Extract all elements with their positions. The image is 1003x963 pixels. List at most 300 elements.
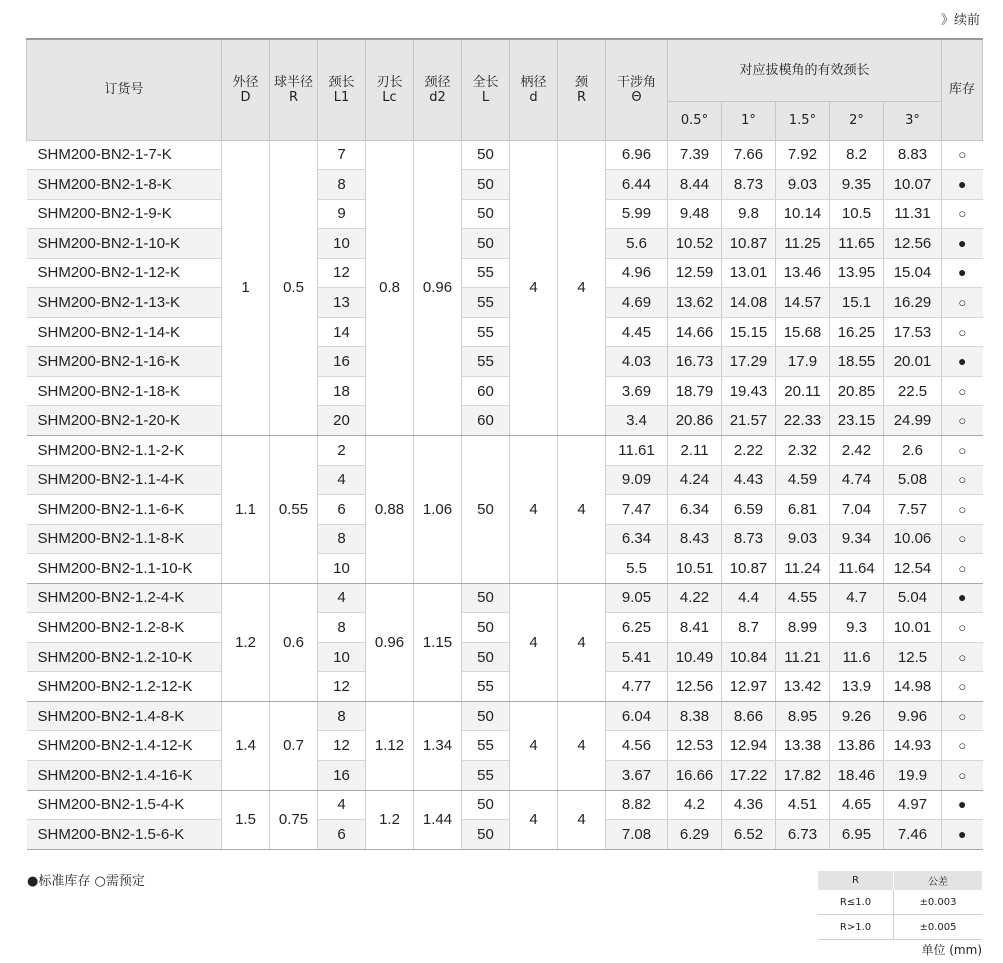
effective-length-cell: 20.01	[884, 347, 942, 377]
effective-length-cell: 6.73	[776, 820, 830, 850]
order-code-cell: SHM200-BN2-1-18-K	[27, 376, 222, 406]
header-blade-length: 刃长 Lc	[366, 39, 414, 140]
stock-cell	[942, 170, 983, 200]
effective-length-cell: 18.55	[830, 347, 884, 377]
stock-empty-icon: ○	[958, 767, 967, 783]
ball-radius-cell: 0.55	[270, 435, 318, 583]
interference-angle-cell: 9.09	[606, 465, 668, 495]
order-code-cell: SHM200-BN2-1.1-4-K	[27, 465, 222, 495]
header-code: 订货号	[27, 39, 222, 140]
effective-length-cell: 15.04	[884, 258, 942, 288]
effective-length-cell: 8.99	[776, 613, 830, 643]
legend-empty-label: 需预定	[105, 874, 145, 889]
effective-length-cell: 13.01	[722, 258, 776, 288]
effective-length-cell: 4.2	[668, 790, 722, 820]
stock-cell	[942, 288, 983, 318]
effective-length-cell: 11.65	[830, 229, 884, 259]
overall-length-cell: 50	[462, 583, 510, 613]
interference-angle-cell: 4.56	[606, 731, 668, 761]
effective-length-cell: 13.9	[830, 672, 884, 702]
header-angle: 1.5°	[776, 101, 830, 140]
stock-empty-icon: ○	[958, 531, 967, 547]
effective-length-cell: 4.59	[776, 465, 830, 495]
neck-r-cell: 4	[558, 435, 606, 583]
tolerance-header-r: R	[818, 871, 894, 890]
effective-length-cell: 14.08	[722, 288, 776, 318]
neck-length-cell: 16	[318, 760, 366, 790]
effective-length-cell: 17.9	[776, 347, 830, 377]
stock-empty-icon: ○	[958, 206, 967, 222]
order-code-cell: SHM200-BN2-1-14-K	[27, 317, 222, 347]
effective-length-cell: 4.22	[668, 583, 722, 613]
order-code-cell: SHM200-BN2-1.4-12-K	[27, 731, 222, 761]
order-code-cell: SHM200-BN2-1-8-K	[27, 170, 222, 200]
neck-length-cell: 14	[318, 317, 366, 347]
stock-cell	[942, 554, 983, 584]
effective-length-cell: 22.33	[776, 406, 830, 436]
neck-diameter-cell: 0.96	[414, 140, 462, 435]
order-code-cell: SHM200-BN2-1.5-4-K	[27, 790, 222, 820]
effective-length-cell: 4.4	[722, 583, 776, 613]
table-row	[27, 140, 983, 170]
effective-length-cell: 10.84	[722, 642, 776, 672]
neck-diameter-cell: 1.06	[414, 435, 462, 583]
blade-length-cell: 0.8	[366, 140, 414, 435]
interference-angle-cell: 4.45	[606, 317, 668, 347]
effective-length-cell: 6.34	[668, 495, 722, 525]
effective-length-cell: 4.97	[884, 790, 942, 820]
stock-cell	[942, 760, 983, 790]
effective-length-cell: 19.43	[722, 376, 776, 406]
stock-cell	[942, 820, 983, 850]
effective-length-cell: 2.42	[830, 435, 884, 465]
effective-length-cell: 18.46	[830, 760, 884, 790]
header-effective-length: 对应拔模角的有效颈长	[668, 39, 942, 101]
interference-angle-cell: 6.34	[606, 524, 668, 554]
interference-angle-cell: 4.77	[606, 672, 668, 702]
effective-length-cell: 11.24	[776, 554, 830, 584]
table-row	[27, 347, 983, 377]
effective-length-cell: 11.64	[830, 554, 884, 584]
header-ball-radius: 球半径 R	[270, 39, 318, 140]
header-angle: 3°	[884, 101, 942, 140]
neck-length-cell: 9	[318, 199, 366, 229]
effective-length-cell: 2.11	[668, 435, 722, 465]
effective-length-cell: 10.5	[830, 199, 884, 229]
stock-cell	[942, 701, 983, 731]
effective-length-cell: 17.53	[884, 317, 942, 347]
overall-length-cell: 55	[462, 731, 510, 761]
stock-empty-icon: ○	[958, 560, 967, 576]
neck-length-cell: 4	[318, 465, 366, 495]
shank-diameter-cell: 4	[510, 435, 558, 583]
order-code-cell: SHM200-BN2-1-10-K	[27, 229, 222, 259]
overall-length-cell: 50	[462, 170, 510, 200]
effective-length-cell: 7.57	[884, 495, 942, 525]
header-interference-angle: 干涉角 Θ	[606, 39, 668, 140]
blade-length-cell: 1.2	[366, 790, 414, 849]
effective-length-cell: 10.06	[884, 524, 942, 554]
stock-filled-icon: ●	[958, 825, 967, 842]
effective-length-cell: 10.01	[884, 613, 942, 643]
effective-length-cell: 9.96	[884, 701, 942, 731]
effective-length-cell: 11.21	[776, 642, 830, 672]
ball-radius-cell: 0.6	[270, 583, 318, 701]
stock-empty-icon: ○	[958, 679, 967, 695]
table-row	[27, 760, 983, 790]
overall-length-cell: 50	[462, 820, 510, 850]
effective-length-cell: 10.87	[722, 229, 776, 259]
order-code-cell: SHM200-BN2-1.4-16-K	[27, 760, 222, 790]
effective-length-cell: 10.52	[668, 229, 722, 259]
outer-diameter-cell: 1.1	[222, 435, 270, 583]
effective-length-cell: 6.29	[668, 820, 722, 850]
effective-length-cell: 10.51	[668, 554, 722, 584]
stock-cell	[942, 435, 983, 465]
stock-cell	[942, 642, 983, 672]
interference-angle-cell: 5.99	[606, 199, 668, 229]
table-row	[27, 170, 983, 200]
neck-length-cell: 4	[318, 790, 366, 820]
tolerance-range: R≤1.0	[818, 890, 894, 915]
effective-length-cell: 20.86	[668, 406, 722, 436]
overall-length-cell: 50	[462, 642, 510, 672]
table-row	[27, 229, 983, 259]
stock-empty-icon: ○	[958, 501, 967, 517]
neck-length-cell: 10	[318, 554, 366, 584]
effective-length-cell: 9.34	[830, 524, 884, 554]
interference-angle-cell: 3.4	[606, 406, 668, 436]
effective-length-cell: 4.43	[722, 465, 776, 495]
effective-length-cell: 4.24	[668, 465, 722, 495]
table-row	[27, 731, 983, 761]
effective-length-cell: 4.55	[776, 583, 830, 613]
header-angle: 2°	[830, 101, 884, 140]
stock-empty-icon: ○	[94, 874, 106, 889]
effective-length-cell: 8.43	[668, 524, 722, 554]
effective-length-cell: 6.81	[776, 495, 830, 525]
table-row	[27, 701, 983, 731]
neck-diameter-cell: 1.34	[414, 701, 462, 790]
effective-length-cell: 14.93	[884, 731, 942, 761]
neck-length-cell: 12	[318, 258, 366, 288]
table-row	[27, 199, 983, 229]
neck-diameter-cell: 1.15	[414, 583, 462, 701]
interference-angle-cell: 7.08	[606, 820, 668, 850]
tolerance-header-tol: 公差	[894, 871, 982, 890]
neck-length-cell: 20	[318, 406, 366, 436]
tolerance-range: R>1.0	[818, 915, 894, 940]
effective-length-cell: 12.56	[668, 672, 722, 702]
stock-empty-icon: ○	[958, 738, 967, 754]
stock-empty-icon: ○	[958, 324, 967, 340]
neck-length-cell: 8	[318, 170, 366, 200]
stock-cell	[942, 140, 983, 170]
effective-length-cell: 4.36	[722, 790, 776, 820]
effective-length-cell: 5.08	[884, 465, 942, 495]
overall-length-cell: 50	[462, 199, 510, 229]
effective-length-cell: 2.32	[776, 435, 830, 465]
table-row	[27, 435, 983, 465]
effective-length-cell: 21.57	[722, 406, 776, 436]
table-row	[27, 672, 983, 702]
table-row	[27, 642, 983, 672]
effective-length-cell: 12.56	[884, 229, 942, 259]
stock-cell	[942, 317, 983, 347]
overall-length-cell: 55	[462, 317, 510, 347]
interference-angle-cell: 9.05	[606, 583, 668, 613]
effective-length-cell: 12.53	[668, 731, 722, 761]
effective-length-cell: 8.44	[668, 170, 722, 200]
interference-angle-cell: 4.69	[606, 288, 668, 318]
effective-length-cell: 18.79	[668, 376, 722, 406]
effective-length-cell: 16.25	[830, 317, 884, 347]
spec-table	[26, 38, 983, 850]
neck-length-cell: 2	[318, 435, 366, 465]
effective-length-cell: 8.7	[722, 613, 776, 643]
overall-length-cell: 55	[462, 258, 510, 288]
effective-length-cell: 9.48	[668, 199, 722, 229]
header-shank-diameter: 柄径 d	[510, 39, 558, 140]
order-code-cell: SHM200-BN2-1.1-10-K	[27, 554, 222, 584]
shank-diameter-cell: 4	[510, 790, 558, 849]
stock-empty-icon: ○	[958, 708, 967, 724]
legend	[27, 870, 145, 889]
neck-length-cell: 10	[318, 229, 366, 259]
order-code-cell: SHM200-BN2-1-20-K	[27, 406, 222, 436]
interference-angle-cell: 6.96	[606, 140, 668, 170]
order-code-cell: SHM200-BN2-1-7-K	[27, 140, 222, 170]
effective-length-cell: 8.66	[722, 701, 776, 731]
effective-length-cell: 23.15	[830, 406, 884, 436]
tolerance-value: ±0.003	[894, 890, 982, 915]
overall-length-cell: 50	[462, 140, 510, 170]
neck-r-cell: 4	[558, 140, 606, 435]
effective-length-cell: 14.98	[884, 672, 942, 702]
stock-empty-icon: ○	[958, 649, 967, 665]
neck-length-cell: 4	[318, 583, 366, 613]
interference-angle-cell: 4.96	[606, 258, 668, 288]
effective-length-cell: 8.83	[884, 140, 942, 170]
stock-cell	[942, 672, 983, 702]
interference-angle-cell: 6.04	[606, 701, 668, 731]
header-angle: 0.5°	[668, 101, 722, 140]
effective-length-cell: 7.39	[668, 140, 722, 170]
overall-length-cell: 60	[462, 406, 510, 436]
effective-length-cell: 12.59	[668, 258, 722, 288]
order-code-cell: SHM200-BN2-1-12-K	[27, 258, 222, 288]
order-code-cell: SHM200-BN2-1.1-2-K	[27, 435, 222, 465]
ball-radius-cell: 0.5	[270, 140, 318, 435]
order-code-cell: SHM200-BN2-1-16-K	[27, 347, 222, 377]
effective-length-cell: 19.9	[884, 760, 942, 790]
overall-length-cell: 50	[462, 701, 510, 731]
table-row	[27, 376, 983, 406]
stock-filled-icon: ●	[958, 264, 967, 281]
stock-cell	[942, 583, 983, 613]
effective-length-cell: 9.3	[830, 613, 884, 643]
effective-length-cell: 2.22	[722, 435, 776, 465]
stock-filled-icon: ●	[958, 589, 967, 606]
effective-length-cell: 8.2	[830, 140, 884, 170]
outer-diameter-cell: 1	[222, 140, 270, 435]
header-neck-r: 颈 R	[558, 39, 606, 140]
overall-length-cell: 50	[462, 790, 510, 820]
effective-length-cell: 14.57	[776, 288, 830, 318]
unit-label: 单位 (mm)	[921, 943, 982, 957]
legend-filled-label: 标准库存	[38, 874, 91, 889]
neck-length-cell: 8	[318, 613, 366, 643]
order-code-cell: SHM200-BN2-1.1-6-K	[27, 495, 222, 525]
header-angle: 1°	[722, 101, 776, 140]
effective-length-cell: 8.73	[722, 170, 776, 200]
effective-length-cell: 16.29	[884, 288, 942, 318]
stock-empty-icon: ○	[958, 472, 967, 488]
interference-angle-cell: 3.67	[606, 760, 668, 790]
overall-length-cell: 60	[462, 376, 510, 406]
effective-length-cell: 4.74	[830, 465, 884, 495]
neck-diameter-cell: 1.44	[414, 790, 462, 849]
stock-empty-icon: ○	[958, 413, 967, 429]
overall-length-cell: 50	[462, 435, 510, 583]
effective-length-cell: 12.97	[722, 672, 776, 702]
tolerance-table	[818, 871, 982, 940]
table-row	[27, 288, 983, 318]
stock-filled-icon: ●	[958, 796, 967, 813]
effective-length-cell: 15.1	[830, 288, 884, 318]
table-row	[27, 258, 983, 288]
effective-length-cell: 12.54	[884, 554, 942, 584]
effective-length-cell: 11.25	[776, 229, 830, 259]
effective-length-cell: 7.66	[722, 140, 776, 170]
effective-length-cell: 17.22	[722, 760, 776, 790]
neck-length-cell: 16	[318, 347, 366, 377]
stock-empty-icon: ○	[958, 620, 967, 636]
neck-length-cell: 13	[318, 288, 366, 318]
shank-diameter-cell: 4	[510, 701, 558, 790]
stock-cell	[942, 524, 983, 554]
effective-length-cell: 13.38	[776, 731, 830, 761]
effective-length-cell: 16.66	[668, 760, 722, 790]
interference-angle-cell: 4.03	[606, 347, 668, 377]
shank-diameter-cell: 4	[510, 140, 558, 435]
effective-length-cell: 6.52	[722, 820, 776, 850]
effective-length-cell: 11.31	[884, 199, 942, 229]
overall-length-cell: 55	[462, 347, 510, 377]
effective-length-cell: 11.6	[830, 642, 884, 672]
order-code-cell: SHM200-BN2-1.2-12-K	[27, 672, 222, 702]
neck-r-cell: 4	[558, 790, 606, 849]
interference-angle-cell: 11.61	[606, 435, 668, 465]
effective-length-cell: 22.5	[884, 376, 942, 406]
effective-length-cell: 8.95	[776, 701, 830, 731]
stock-cell	[942, 613, 983, 643]
effective-length-cell: 7.92	[776, 140, 830, 170]
outer-diameter-cell: 1.2	[222, 583, 270, 701]
effective-length-cell: 20.85	[830, 376, 884, 406]
header-neck-diameter: 颈径 d2	[414, 39, 462, 140]
effective-length-cell: 5.04	[884, 583, 942, 613]
interference-angle-cell: 3.69	[606, 376, 668, 406]
effective-length-cell: 9.03	[776, 170, 830, 200]
effective-length-cell: 13.46	[776, 258, 830, 288]
effective-length-cell: 24.99	[884, 406, 942, 436]
effective-length-cell: 9.35	[830, 170, 884, 200]
overall-length-cell: 55	[462, 760, 510, 790]
order-code-cell: SHM200-BN2-1.2-8-K	[27, 613, 222, 643]
effective-length-cell: 6.59	[722, 495, 776, 525]
table-row	[27, 317, 983, 347]
stock-cell	[942, 495, 983, 525]
overall-length-cell: 55	[462, 288, 510, 318]
shank-diameter-cell: 4	[510, 583, 558, 701]
effective-length-cell: 13.62	[668, 288, 722, 318]
stock-filled-icon: ●	[958, 234, 967, 251]
effective-length-cell: 4.7	[830, 583, 884, 613]
interference-angle-cell: 6.44	[606, 170, 668, 200]
effective-length-cell: 4.65	[830, 790, 884, 820]
overall-length-cell: 50	[462, 229, 510, 259]
header-stock: 库存	[942, 39, 983, 140]
stock-empty-icon: ○	[958, 383, 967, 399]
effective-length-cell: 9.03	[776, 524, 830, 554]
table-row	[27, 583, 983, 613]
effective-length-cell: 13.95	[830, 258, 884, 288]
neck-length-cell: 8	[318, 524, 366, 554]
neck-r-cell: 4	[558, 701, 606, 790]
overall-length-cell: 55	[462, 672, 510, 702]
neck-length-cell: 12	[318, 731, 366, 761]
table-row	[27, 613, 983, 643]
neck-length-cell: 12	[318, 672, 366, 702]
effective-length-cell: 10.49	[668, 642, 722, 672]
effective-length-cell: 2.6	[884, 435, 942, 465]
neck-length-cell: 10	[318, 642, 366, 672]
stock-cell	[942, 376, 983, 406]
order-code-cell: SHM200-BN2-1-9-K	[27, 199, 222, 229]
stock-cell	[942, 258, 983, 288]
blade-length-cell: 0.96	[366, 583, 414, 701]
stock-cell	[942, 347, 983, 377]
outer-diameter-cell: 1.4	[222, 701, 270, 790]
effective-length-cell: 20.11	[776, 376, 830, 406]
ball-radius-cell: 0.7	[270, 701, 318, 790]
effective-length-cell: 10.87	[722, 554, 776, 584]
interference-angle-cell: 8.82	[606, 790, 668, 820]
table-row	[27, 406, 983, 436]
effective-length-cell: 16.73	[668, 347, 722, 377]
effective-length-cell: 10.07	[884, 170, 942, 200]
effective-length-cell: 7.04	[830, 495, 884, 525]
stock-empty-icon: ○	[958, 295, 967, 310]
header-neck-length: 颈长 L1	[318, 39, 366, 140]
effective-length-cell: 8.73	[722, 524, 776, 554]
stock-cell	[942, 406, 983, 436]
effective-length-cell: 12.94	[722, 731, 776, 761]
order-code-cell: SHM200-BN2-1.4-8-K	[27, 701, 222, 731]
effective-length-cell: 14.66	[668, 317, 722, 347]
order-code-cell: SHM200-BN2-1-13-K	[27, 288, 222, 318]
blade-length-cell: 1.12	[366, 701, 414, 790]
neck-length-cell: 7	[318, 140, 366, 170]
effective-length-cell: 15.68	[776, 317, 830, 347]
blade-length-cell: 0.88	[366, 435, 414, 583]
stock-cell	[942, 731, 983, 761]
effective-length-cell: 12.5	[884, 642, 942, 672]
interference-angle-cell: 5.41	[606, 642, 668, 672]
overall-length-cell: 50	[462, 613, 510, 643]
interference-angle-cell: 5.6	[606, 229, 668, 259]
